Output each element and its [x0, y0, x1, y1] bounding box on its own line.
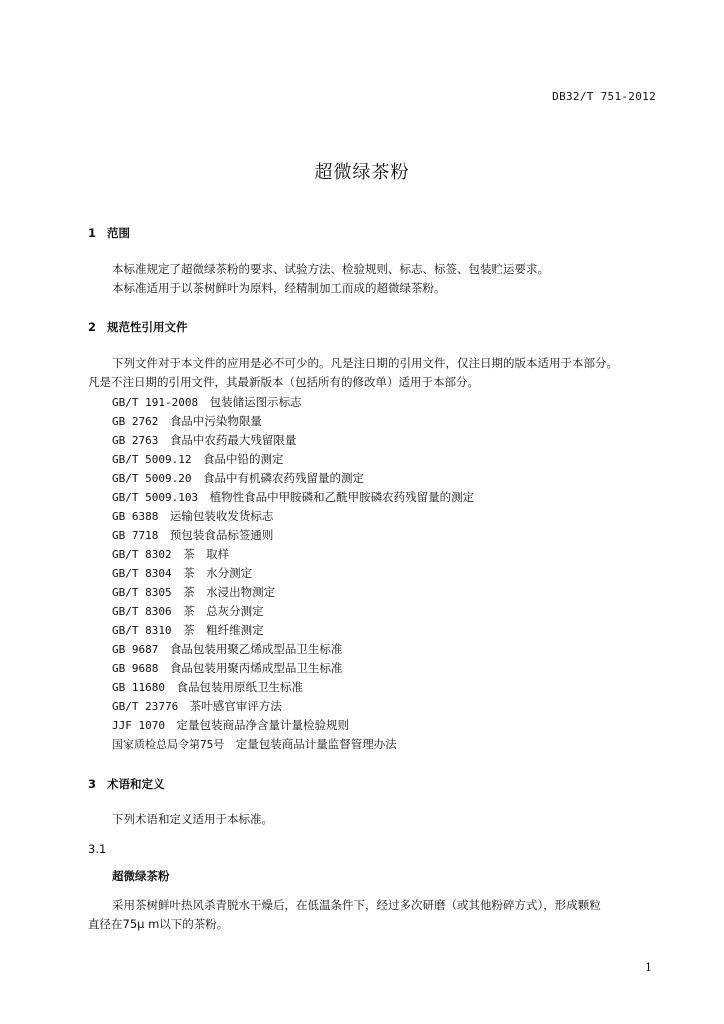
- reference-name: 茶 水浸出物测定: [183, 585, 276, 599]
- reference-gap: [198, 490, 210, 504]
- reference-gap: [158, 433, 170, 447]
- reference-code: GB 6388: [112, 510, 159, 523]
- reference-item: [112, 583, 474, 602]
- reference-item: [112, 393, 474, 412]
- reference-item: [112, 602, 474, 621]
- reference-item: [112, 659, 474, 678]
- reference-code: GB 9687: [112, 643, 159, 656]
- section-3-heading: [88, 776, 165, 792]
- reference-name: 食品中污染物限量: [169, 414, 262, 428]
- reference-code: GB 2762: [112, 415, 159, 428]
- term-title: 超微绿茶粉: [112, 869, 170, 883]
- reference-name: 运输包装收发货标志: [169, 509, 274, 523]
- reference-gap: [172, 566, 184, 580]
- reference-code: GB/T 23776: [112, 700, 179, 713]
- reference-code: GB/T 5009.20: [112, 472, 192, 485]
- reference-name: 预包装食品标签通则: [169, 528, 274, 542]
- reference-code: 国家质检总局令第75号: [112, 738, 225, 751]
- reference-code: JJF 1070: [112, 719, 165, 732]
- section-number: 1: [88, 226, 97, 240]
- reference-item: [112, 640, 474, 659]
- reference-item: [112, 526, 474, 545]
- reference-gap: [178, 699, 190, 713]
- reference-item: [112, 621, 474, 640]
- reference-item: [112, 450, 474, 469]
- page-number: 1: [645, 961, 652, 974]
- term-definition: [88, 896, 660, 934]
- section-number: 2: [88, 320, 97, 334]
- reference-item: [112, 735, 474, 754]
- intro-line: 下列文件对于本文件的应用是必不可少的。凡是注日期的引用文件，仅注日期的版本适用于本部分。: [112, 356, 618, 370]
- reference-name: 食品中铅的测定: [202, 452, 284, 466]
- reference-name: 食品包装用原纸卫生标准: [176, 680, 303, 694]
- reference-name: 茶 取样: [183, 547, 230, 561]
- reference-code: GB/T 5009.12: [112, 453, 192, 466]
- definition-line: 采用茶树鲜叶热风杀青脱水干燥后，在低温条件下，经过多次研磨（或其他粉碎方式），形成颗粒: [112, 898, 601, 912]
- definition-line: 直径在75μ m以下的茶粉。: [88, 917, 229, 931]
- reference-gap: [165, 680, 177, 694]
- scope-line: 本标准规定了超微绿茶粉的要求、试验方法、检验规则、标志、标签、包装贮运要求。: [112, 262, 549, 276]
- section-title: 范围: [107, 226, 130, 240]
- intro-line: 凡是不注日期的引用文件，其最新版本（包括所有的修改单）适用于本部分。: [88, 375, 479, 389]
- reference-gap: [172, 585, 184, 599]
- reference-gap: [172, 547, 184, 561]
- terms-intro: [88, 810, 660, 829]
- reference-gap: [165, 718, 177, 732]
- scope-line: 本标准适用于以茶树鲜叶为原料，经精制加工而成的超微绿茶粉。: [112, 281, 446, 295]
- normative-intro: [88, 354, 660, 392]
- reference-item: [112, 564, 474, 583]
- section-title: 术语和定义: [107, 777, 165, 791]
- reference-gap: [158, 661, 170, 675]
- reference-gap: [224, 737, 236, 751]
- section-1-heading: [88, 225, 130, 241]
- reference-code: GB 2763: [112, 434, 159, 447]
- standard-code: DB32/T 751-2012: [552, 90, 656, 103]
- section-number: 3: [88, 777, 97, 791]
- reference-name: 食品中农药最大残留限量: [169, 433, 297, 447]
- reference-item: [112, 431, 474, 450]
- scope-paragraph: [88, 260, 660, 298]
- reference-item: [112, 488, 474, 507]
- reference-name: 茶 水分测定: [183, 566, 253, 580]
- reference-gap: [172, 604, 184, 618]
- reference-name: 食品包装用聚丙烯成型品卫生标准: [169, 661, 343, 675]
- reference-gap: [172, 623, 184, 637]
- reference-gap: [158, 528, 170, 542]
- reference-item: [112, 507, 474, 526]
- reference-gap: [158, 414, 170, 428]
- reference-name: 食品中有机磷农药残留量的测定: [202, 471, 364, 485]
- reference-code: GB/T 191-2008: [112, 396, 199, 409]
- reference-code: GB/T 8304: [112, 567, 172, 580]
- section-title: 规范性引用文件: [107, 320, 188, 334]
- reference-gap: [158, 642, 170, 656]
- reference-code: GB 7718: [112, 529, 159, 542]
- reference-gap: [158, 509, 170, 523]
- reference-code: GB/T 8305: [112, 586, 172, 599]
- subclause-number: 3.1: [88, 842, 107, 856]
- reference-gap: [191, 471, 203, 485]
- reference-name: 定量包装商品净含量计量检验规则: [176, 718, 349, 732]
- reference-item: [112, 678, 474, 697]
- reference-name: 植物性食品中甲胺磷和乙酰甲胺磷农药残留量的测定: [209, 490, 475, 504]
- reference-list: [112, 393, 474, 754]
- reference-item: [112, 469, 474, 488]
- reference-name: 包装储运图示标志: [209, 395, 302, 409]
- reference-code: GB 11680: [112, 681, 165, 694]
- reference-item: [112, 412, 474, 431]
- reference-gap: [191, 452, 203, 466]
- reference-code: GB/T 8306: [112, 605, 172, 618]
- reference-item: [112, 716, 474, 735]
- reference-name: 定量包装商品计量监督管理办法: [235, 737, 397, 751]
- section-2-heading: [88, 319, 188, 335]
- terms-intro-line: 下列术语和定义适用于本标准。: [112, 812, 273, 826]
- reference-name: 茶 粗纤维测定: [183, 623, 264, 637]
- reference-code: GB/T 8310: [112, 624, 172, 637]
- reference-gap: [198, 395, 210, 409]
- reference-code: GB 9688: [112, 662, 159, 675]
- reference-name: 茶叶感官审评方法: [189, 699, 282, 713]
- document-title: 超微绿茶粉: [314, 162, 410, 183]
- reference-item: [112, 697, 474, 716]
- reference-code: GB/T 8302: [112, 548, 172, 561]
- reference-item: [112, 545, 474, 564]
- reference-code: GB/T 5009.103: [112, 491, 199, 504]
- reference-name: 茶 总灰分测定: [183, 604, 264, 618]
- reference-name: 食品包装用聚乙烯成型品卫生标准: [169, 642, 343, 656]
